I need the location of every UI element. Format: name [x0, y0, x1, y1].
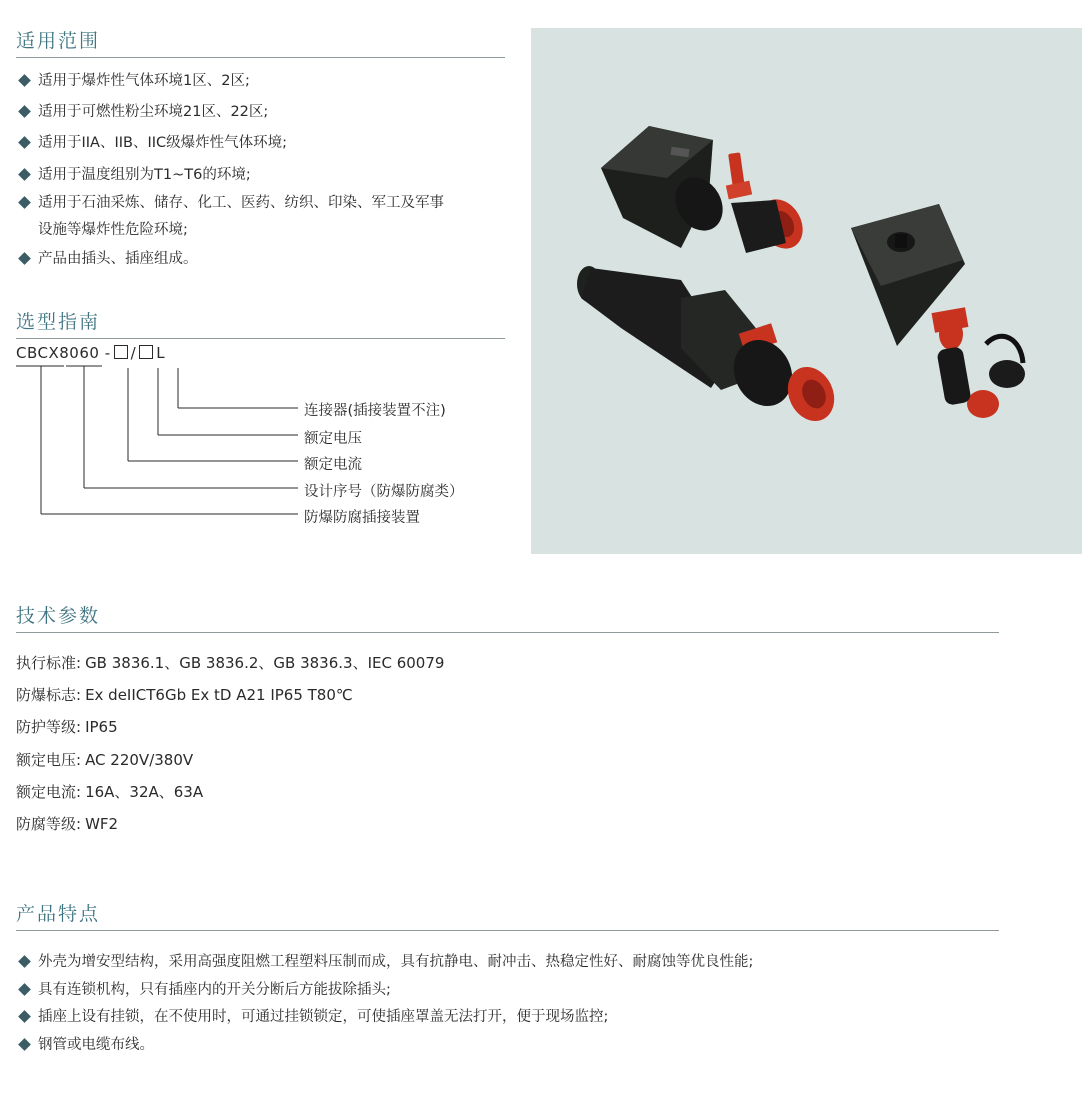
param-row: 额定电流: 16A、32A、63A: [16, 783, 204, 801]
feature-item: 外壳为增安型结构，采用高强度阻燃工程塑料压制而成，具有抗静电、耐冲击、热稳定性好、耐腐蚀等优良性能;: [16, 949, 753, 976]
feature-item: 具有连锁机构，只有插座内的开关分断后方能拔除插头;: [16, 977, 391, 1004]
scope-heading: 适用范围: [16, 26, 505, 58]
feature-item: 插座上设有挂锁，在不使用时，可通过挂锁锁定，可使插座罩盖无法打开，便于现场监控;: [16, 1004, 608, 1031]
model-diagram-lines: [0, 360, 300, 540]
param-row: 执行标准: GB 3836.1、GB 3836.2、GB 3836.3、IEC 60079: [16, 654, 445, 672]
switch-box-product: [851, 204, 1025, 418]
param-row: 额定电压: AC 220V/380V: [16, 751, 194, 769]
diamond-bullet-icon: [18, 1038, 31, 1051]
diamond-bullet-icon: [18, 252, 31, 265]
model-code: CBCX8060 - / L: [16, 344, 166, 362]
scope-item: 产品由插头、插座组成。: [16, 246, 198, 273]
diamond-bullet-icon: [18, 105, 31, 118]
voltage-placeholder-box: [139, 345, 153, 359]
label-device-type: 防爆防腐插接装置: [304, 510, 420, 526]
product-photo: [531, 28, 1082, 554]
plug-product: [577, 266, 843, 429]
feature-item: 钢管或电缆布线。: [16, 1032, 154, 1059]
label-rated-voltage: 额定电压: [304, 431, 362, 447]
param-row: 防护等级: IP65: [16, 718, 118, 736]
diamond-bullet-icon: [18, 1010, 31, 1023]
guide-heading: 选型指南: [16, 307, 505, 339]
param-row: 防腐等级: WF2: [16, 815, 119, 833]
diamond-bullet-icon: [18, 136, 31, 149]
diamond-bullet-icon: [18, 955, 31, 968]
diamond-bullet-icon: [18, 983, 31, 996]
scope-item: 适用于可燃性粉尘环境21区、22区;: [16, 99, 268, 126]
current-placeholder-box: [114, 345, 128, 359]
param-row: 防爆标志: Ex deIICT6Gb Ex tD A21 IP65 T80℃: [16, 686, 353, 704]
diamond-bullet-icon: [18, 74, 31, 87]
model-suffix: L: [156, 344, 166, 362]
model-series: 8060: [59, 344, 100, 362]
diamond-bullet-icon: [18, 196, 31, 209]
scope-item: 适用于温度组别为T1~T6的环境;: [16, 162, 251, 189]
label-connector: 连接器(插接装置不注): [304, 403, 446, 419]
wall-socket-product: [601, 126, 811, 257]
diamond-bullet-icon: [18, 168, 31, 181]
scope-item: 适用于爆炸性气体环境1区、2区;: [16, 68, 250, 95]
label-rated-current: 额定电流: [304, 457, 362, 473]
model-prefix: CBCX: [16, 344, 60, 362]
params-heading: 技术参数: [16, 601, 999, 633]
product-illustration: [531, 28, 1082, 554]
scope-item: 适用于IIA、IIB、IIC级爆炸性气体环境;: [16, 130, 287, 157]
scope-item: 适用于石油采炼、储存、化工、医药、纺织、印染、军工及军事 设施等爆炸性危险环境;: [16, 190, 444, 244]
label-design-number: 设计序号（防爆防腐类）: [304, 484, 464, 500]
features-heading: 产品特点: [16, 899, 999, 931]
